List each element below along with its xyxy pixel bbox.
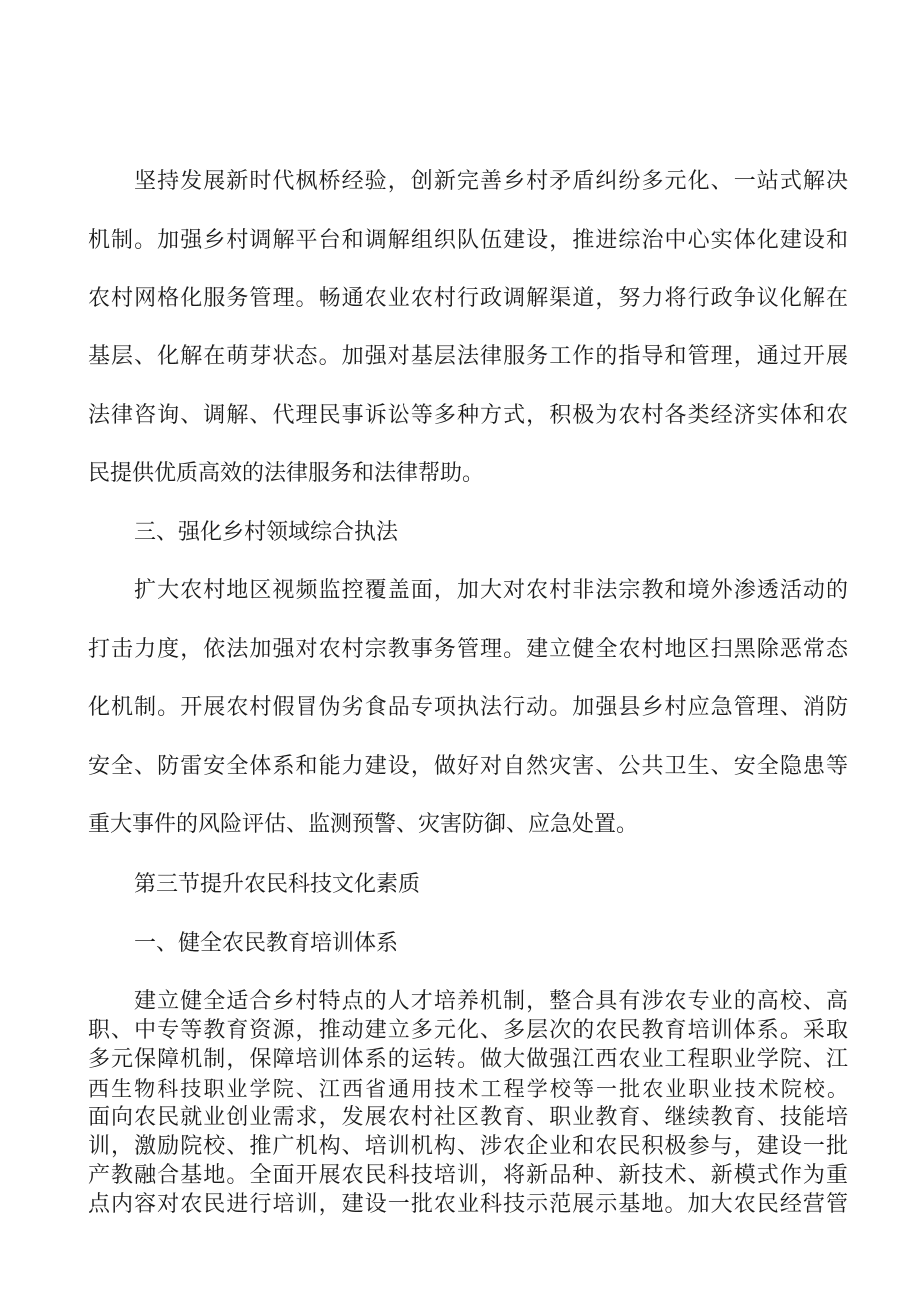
section-title: 第三节提升农民科技文化素质 [134, 872, 421, 897]
paragraph-line: 建立健全适合乡村特点的人才培养机制，整合具有涉农专业的高校、高 [134, 989, 848, 1014]
paragraph-line: 面向农民就业创业需求，发展农村社区教育、职业教育、继续教育、技能培 [88, 1105, 848, 1130]
paragraph-line: 扩大农村地区视频监控覆盖面，加大对农村非法宗教和境外渗透活动的 [134, 578, 848, 603]
paragraph-line: 民提供优质高效的法律服务和法律帮助。 [88, 461, 485, 486]
section-heading: 一、健全农民教育培训体系 [134, 931, 399, 956]
paragraph-line: 西生物科技职业学院、江西省通用技术工程学校等一批农业职业技术院校。 [88, 1077, 848, 1101]
paragraph-line: 点内容对农民进行培训，建设一批农业科技示范展示基地。加大农民经营管 [88, 1192, 848, 1217]
paragraph-line: 多元保障机制，保障培训体系的运转。做大做强江西农业工程职业学院、江 [88, 1047, 848, 1072]
paragraph-line: 化机制。开展农村假冒伪劣食品专项执法行动。加强县乡村应急管理、消防 [88, 695, 848, 720]
paragraph-line: 产教融合基地。全面开展农民科技培训，将新品种、新技术、新模式作为重 [88, 1163, 848, 1188]
paragraph-line: 重大事件的风险评估、监测预警、灾害防御、应急处置。 [88, 812, 639, 837]
paragraph-line: 训，激励院校、推广机构、培训机构、涉农企业和农民积极参与，建设一批 [88, 1134, 848, 1159]
paragraph-line: 基层、化解在萌芽状态。加强对基层法律服务工作的指导和管理，通过开展 [88, 344, 848, 369]
paragraph-line: 安全、防雷安全体系和能力建设，做好对自然灾害、公共卫生、安全隐患等 [88, 754, 848, 779]
paragraph-line: 坚持发展新时代枫桥经验，创新完善乡村矛盾纠纷多元化、一站式解决 [134, 169, 848, 194]
paragraph-line: 法律咨询、调解、代理民事诉讼等多种方式，积极为农村各类经济实体和农 [88, 403, 848, 428]
section-heading: 三、强化乡村领域综合执法 [134, 520, 399, 545]
paragraph-line: 打击力度，依法加强对农村宗教事务管理。建立健全农村地区扫黑除恶常态 [88, 637, 848, 662]
paragraph-line: 职、中专等教育资源，推动建立多元化、多层次的农民教育培训体系。采取 [88, 1018, 848, 1043]
paragraph-line: 机制。加强乡村调解平台和调解组织队伍建设，推进综治中心实体化建设和 [88, 228, 848, 253]
paragraph-line: 农村网格化服务管理。畅通农业农村行政调解渠道，努力将行政争议化解在 [88, 286, 848, 311]
